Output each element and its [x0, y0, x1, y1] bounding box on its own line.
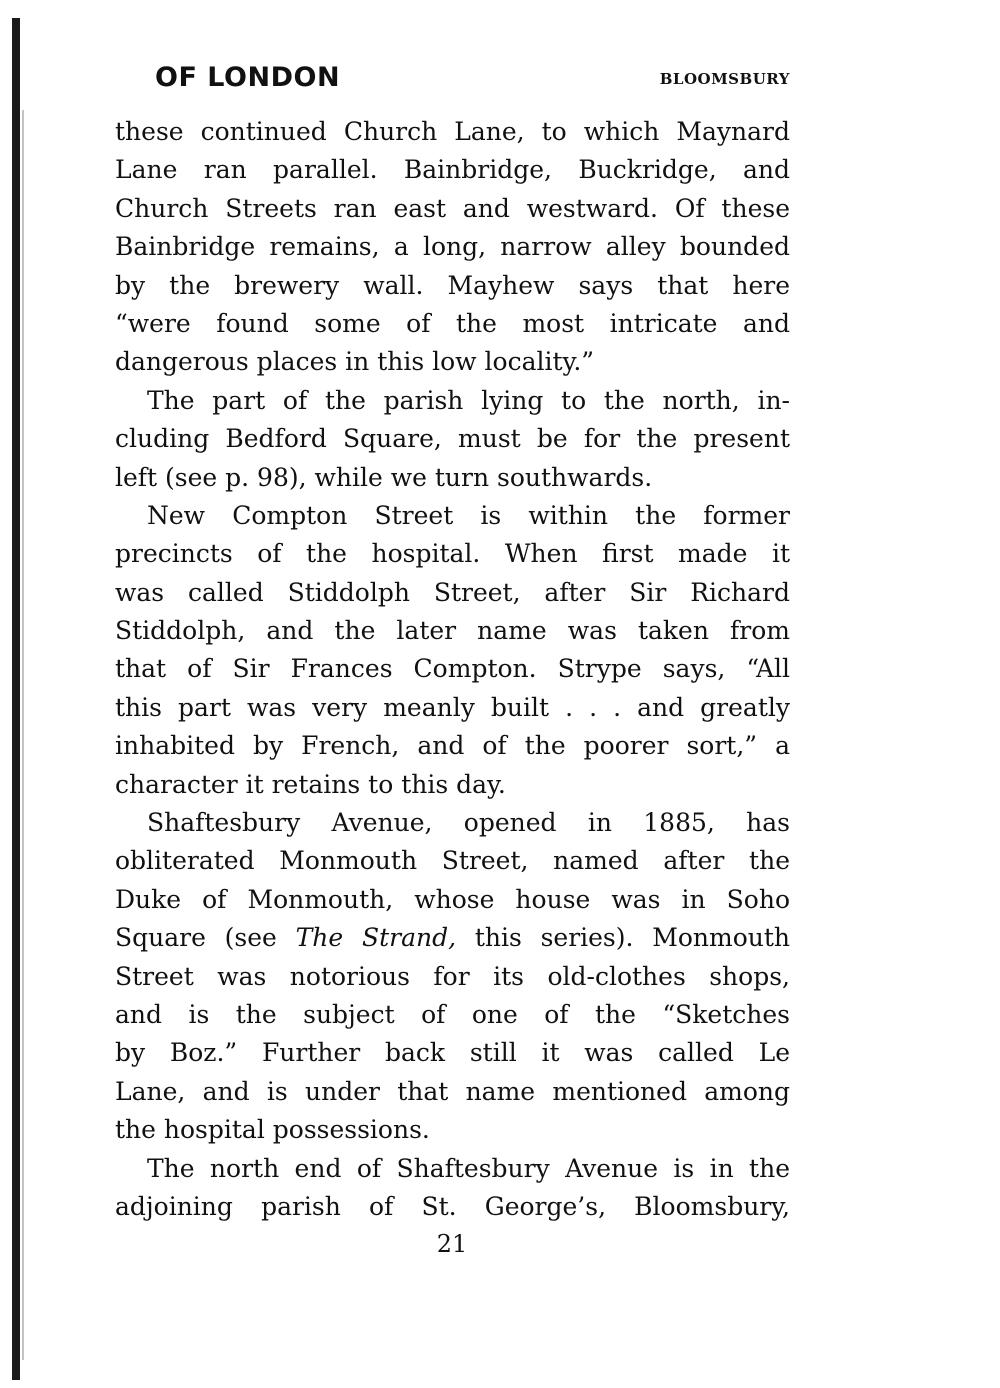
- text-line: Street was notorious for its old-clothes shops,: [115, 961, 790, 991]
- gutter-shadow: [22, 110, 24, 1360]
- book-binding-edge: [12, 18, 20, 1380]
- text-line: left (see p. 98), while we turn southwards.: [115, 462, 653, 492]
- text-line: obliterated Monmouth Street, named after the: [115, 846, 790, 876]
- text-line: and is the subject of one of the “Sketches: [115, 999, 790, 1029]
- text-line: character it retains to this day.: [115, 769, 506, 799]
- text-line: the hospital possessions.: [115, 1115, 430, 1145]
- paragraph-3: [115, 497, 790, 804]
- text-line: this part was very meanly built . . . and greatly: [115, 692, 790, 722]
- text-line: Lane ran parallel. Bainbridge, Buckridge, and: [115, 155, 790, 185]
- text-line: The north end of Shaftesbury Avenue is in the: [147, 1153, 790, 1183]
- page-body: [115, 113, 790, 1226]
- text-line: Lane, and is under that name mentioned among: [115, 1076, 790, 1106]
- text-line: was called Stiddolph Street, after Sir Richard: [115, 577, 790, 607]
- text-line: by Boz.” Further back still it was called Le: [115, 1038, 790, 1068]
- paragraph-1: [115, 113, 790, 382]
- running-header: [115, 58, 790, 98]
- header-section: BLOOMSBURY: [659, 70, 790, 88]
- text-line: Stiddolph, and the later name was taken from: [115, 616, 790, 646]
- text-line: Church Streets ran east and westward. Of these: [115, 193, 790, 223]
- page-number: [0, 1230, 1000, 1258]
- text-line: by the brewery wall. Mayhew says that here: [115, 270, 790, 300]
- text-line: dangerous places in this low locality.”: [115, 347, 595, 377]
- paragraph-2: [115, 382, 790, 497]
- book-title-italic: The Strand,: [295, 923, 457, 953]
- text-line: Shaftesbury Avenue, opened in 1885, has: [147, 808, 790, 838]
- text-line: New Compton Street is within the former: [147, 500, 790, 530]
- text-line: adjoining parish of St. George’s, Bloomsbury,: [115, 1191, 790, 1221]
- text-line: that of Sir Frances Compton. Strype says, “All: [115, 654, 790, 684]
- text-line: precincts of the hospital. When first made it: [115, 539, 790, 569]
- page-number-text: 21: [436, 1230, 468, 1258]
- text-line: The part of the parish lying to the north, in-: [147, 385, 790, 415]
- text-line: these continued Church Lane, to which Maynard: [115, 117, 790, 146]
- text-line: Duke of Monmouth, whose house was in Soho: [115, 884, 790, 914]
- text-line: inhabited by French, and of the poorer sort,” a: [115, 731, 790, 761]
- text-line: Bainbridge remains, a long, narrow alley bounded: [115, 232, 790, 262]
- paragraph-5: [115, 1150, 790, 1227]
- text-line-with-title: [115, 919, 790, 957]
- header-title: OF LONDON: [155, 62, 341, 93]
- text-line: cluding Bedford Square, must be for the present: [115, 424, 790, 454]
- text-fragment: Square (see: [115, 923, 296, 953]
- text-fragment: this series). Monmouth: [456, 923, 790, 953]
- text-line: “were found some of the most intricate and: [115, 308, 790, 338]
- paragraph-4: [115, 804, 790, 1150]
